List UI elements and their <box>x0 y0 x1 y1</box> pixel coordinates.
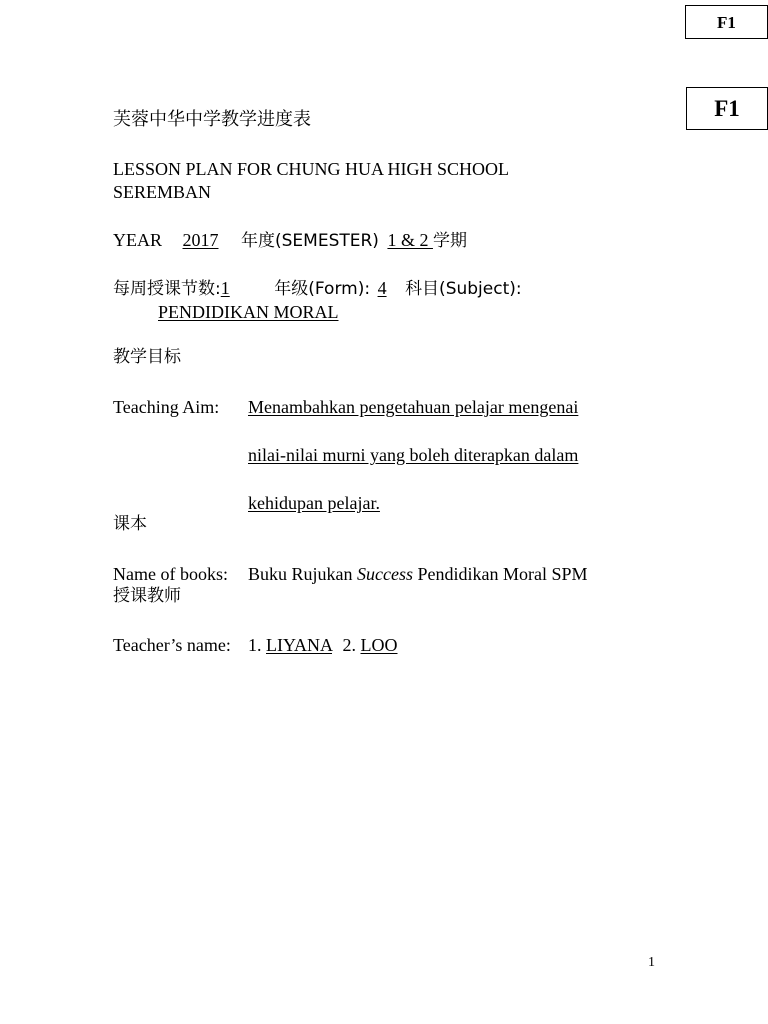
books-value-italic: Success <box>357 564 413 584</box>
teacher-names <box>248 636 398 654</box>
form-label: 年级(Form): <box>274 279 371 299</box>
periods-value: 1 <box>220 278 230 298</box>
teacher-2-name: LOO <box>360 635 398 655</box>
teacher-2-number: 2. <box>342 635 356 655</box>
subject-value: PENDIDIKAN MORAL <box>158 302 339 322</box>
page-number: 1 <box>648 955 655 970</box>
teaching-aim-line-2: nilai-nilai murni yang boleh diterapkan dalam <box>248 445 579 465</box>
semester-value: 1 & 2 <box>387 230 433 250</box>
books-chinese-label: 课本 <box>113 514 147 534</box>
books-value-prefix: Buku Rujukan <box>248 564 358 584</box>
semester-label: 年度(SEMESTER) <box>241 231 379 251</box>
form-value: 4 <box>377 278 387 298</box>
year-row <box>113 231 467 250</box>
books-value-suffix: Pendidikan Moral SPM <box>413 564 588 584</box>
semester-suffix: 学期 <box>432 231 467 251</box>
year-value: 2017 <box>182 230 219 250</box>
teacher-1-name: LIYANA <box>266 635 332 655</box>
form-code-box-main: F1 <box>686 87 768 130</box>
title-line-1: LESSON PLAN FOR CHUNG HUA HIGH SCHOOL <box>113 159 510 179</box>
teacher-label: Teacher’s name: <box>113 635 231 655</box>
teacher-chinese-label: 授课教师 <box>113 586 181 606</box>
form-code-box-top: F1 <box>685 5 768 39</box>
teaching-aim-line-3: kehidupan pelajar. <box>248 493 380 513</box>
title-line-2: SEREMBAN <box>113 182 212 202</box>
year-label: YEAR <box>113 230 162 250</box>
subject-label: 科目(Subject): <box>405 279 522 299</box>
teacher-1-number: 1. <box>248 635 262 655</box>
title-chinese: 芙蓉中华中学教学进度表 <box>113 109 311 130</box>
form-row <box>113 279 522 298</box>
teaching-aim-label: Teaching Aim: <box>113 397 220 417</box>
periods-label: 每周授课节数: <box>113 279 221 299</box>
books-value <box>248 565 588 583</box>
teaching-aim-line-1: Menambahkan pengetahuan pelajar mengenai <box>248 397 579 417</box>
teaching-aim-chinese-label: 教学目标 <box>113 347 181 367</box>
books-label: Name of books: <box>113 564 228 584</box>
